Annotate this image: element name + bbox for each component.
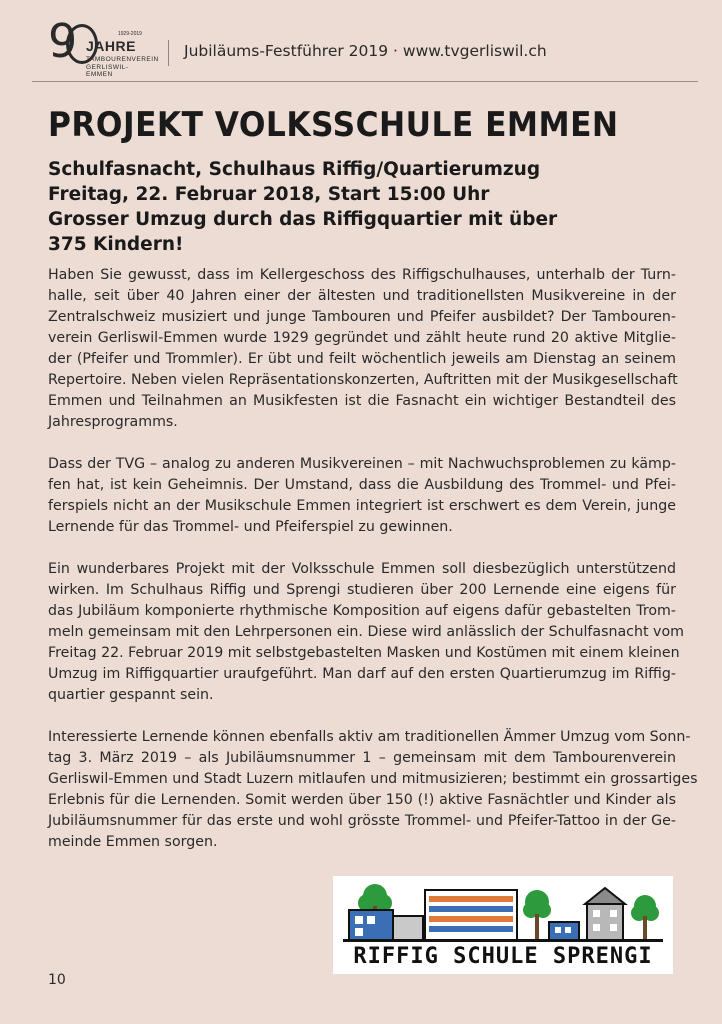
subtitle-line: 375 Kindern! (48, 234, 184, 255)
header-text: Jubiläums-Festführer 2019 · www.tvgerliswil.ch (184, 42, 547, 60)
text-line: tag 3. März 2019 – als Jubiläumsnummer 1 – gemeinsam mit dem Tambourenverein (48, 750, 676, 766)
text-line: Gerliswil-Emmen und Stadt Luzern mitlaufen und mitmusizieren; bestimmt ein grossartiges (48, 771, 698, 787)
text-line: Repertoire. Neben vielen Repräsentationskonzerten, Auftritten mit der Musikgesellschaft (48, 372, 678, 388)
paragraph (48, 265, 676, 433)
text-line: Emmen und Teilnahmen an Musikfesten ist die Fasnacht ein wichtiger Bestandteil des (48, 393, 676, 409)
text-line: Zentralschweiz musiziert und junge Tambouren und Pfeifer ausbildet? Der Tambouren- (48, 309, 676, 325)
paragraph (48, 559, 684, 706)
text-line: halle, seit über 40 Jahren einer der ältesten und traditionellsten Musikvereine in der (48, 288, 676, 304)
header (48, 14, 676, 78)
logo-jahre: JAHRE (86, 38, 136, 54)
page-number: 10 (48, 972, 66, 988)
text-line: quartier gespannt sein. (48, 687, 214, 703)
logo-number: 9 (48, 14, 78, 68)
text-line: Erlebnis für die Lernenden. Somit werden über 150 (!) aktive Fasnächtler und Kinder als (48, 792, 676, 808)
text-line: Jahresprogramms. (48, 414, 178, 430)
text-line: Ein wunderbares Projekt mit der Volksschule Emmen soll diesbezüglich unterstützend (48, 561, 676, 577)
text-line: meln gemeinsam mit den Lehrpersonen ein. Diese wird anlässlich der Schulfasnacht vom (48, 624, 684, 640)
header-divider (168, 40, 169, 66)
text-line: verein Gerliswil-Emmen wurde 1929 gegründet und zählt heute rund 20 aktive Mitglie- (48, 330, 676, 346)
text-line: meinde Emmen sorgen. (48, 834, 218, 850)
text-line: Dass der TVG – analog zu anderen Musikvereinen – mit Nachwuchsproblemen zu kämp- (48, 456, 676, 472)
riffig-schule-sprengi-logo (333, 876, 673, 974)
tvg-anniversary-logo (48, 14, 159, 78)
logo-years: 1929-2019 (118, 31, 142, 37)
text-line: Umzug im Riffigquartier uraufgeführt. Man darf auf den ersten Quartierumzug im Riffig- (48, 666, 676, 682)
school-logo-text: RIFFIG SCHULE SPRENGI (353, 944, 653, 969)
paragraph (48, 454, 676, 538)
text-line: Interessierte Lernende können ebenfalls aktiv am traditionellen Ämmer Umzug vom Sonn- (48, 729, 691, 745)
logo-line2: GERLISWIL-EMMEN (86, 64, 129, 78)
text-line: Haben Sie gewusst, dass im Kellergeschoss des Riffigschulhauses, unterhalb der Turn- (48, 267, 676, 283)
school-logo-illustration (333, 876, 673, 946)
text-line: Freitag 22. Februar 2019 mit selbstgebastelten Masken und Kostümen mit einem kleinen (48, 645, 680, 661)
header-rule (32, 81, 698, 82)
text-line: fen hat, ist kein Geheimnis. Der Umstand, dass die Ausbildung des Trommel- und Pfei- (48, 477, 676, 493)
subtitle-line: Grosser Umzug durch das Riffigquartier mit über (48, 209, 558, 230)
text-line: wirken. Im Schulhaus Riffig und Sprengi studieren über 200 Lernende eine eigens für (48, 582, 676, 598)
subtitle-line: Freitag, 22. Februar 2018, Start 15:00 Uhr (48, 184, 490, 205)
logo-line1: TAMBOURENVEREIN (86, 56, 159, 63)
text-line: Jubiläumsnummer für das erste und wohl grösste Trommel- und Pfeifer-Tattoo in der Ge- (48, 813, 676, 829)
paragraph (48, 727, 698, 853)
subtitle-line: Schulfasnacht, Schulhaus Riffig/Quartierumzug (48, 159, 541, 180)
text-line: Lernende für das Trommel- und Pfeiferspiel zu gewinnen. (48, 519, 453, 535)
subtitle (48, 157, 608, 257)
text-line: das Jubiläum komponierte rhythmische Komposition auf eigens dafür gebastelten Trom- (48, 603, 676, 619)
page-title: PROJEKT VOLKSSCHULE EMMEN (48, 105, 619, 145)
text-line: ferspiels nicht an der Musikschule Emmen integriert ist erschwert es dem Verein, junge (48, 498, 676, 514)
body-text (48, 265, 698, 874)
text-line: der (Pfeifer und Trommler). Er übt und feilt wöchentlich jeweils am Dienstag an seinem (48, 351, 676, 367)
